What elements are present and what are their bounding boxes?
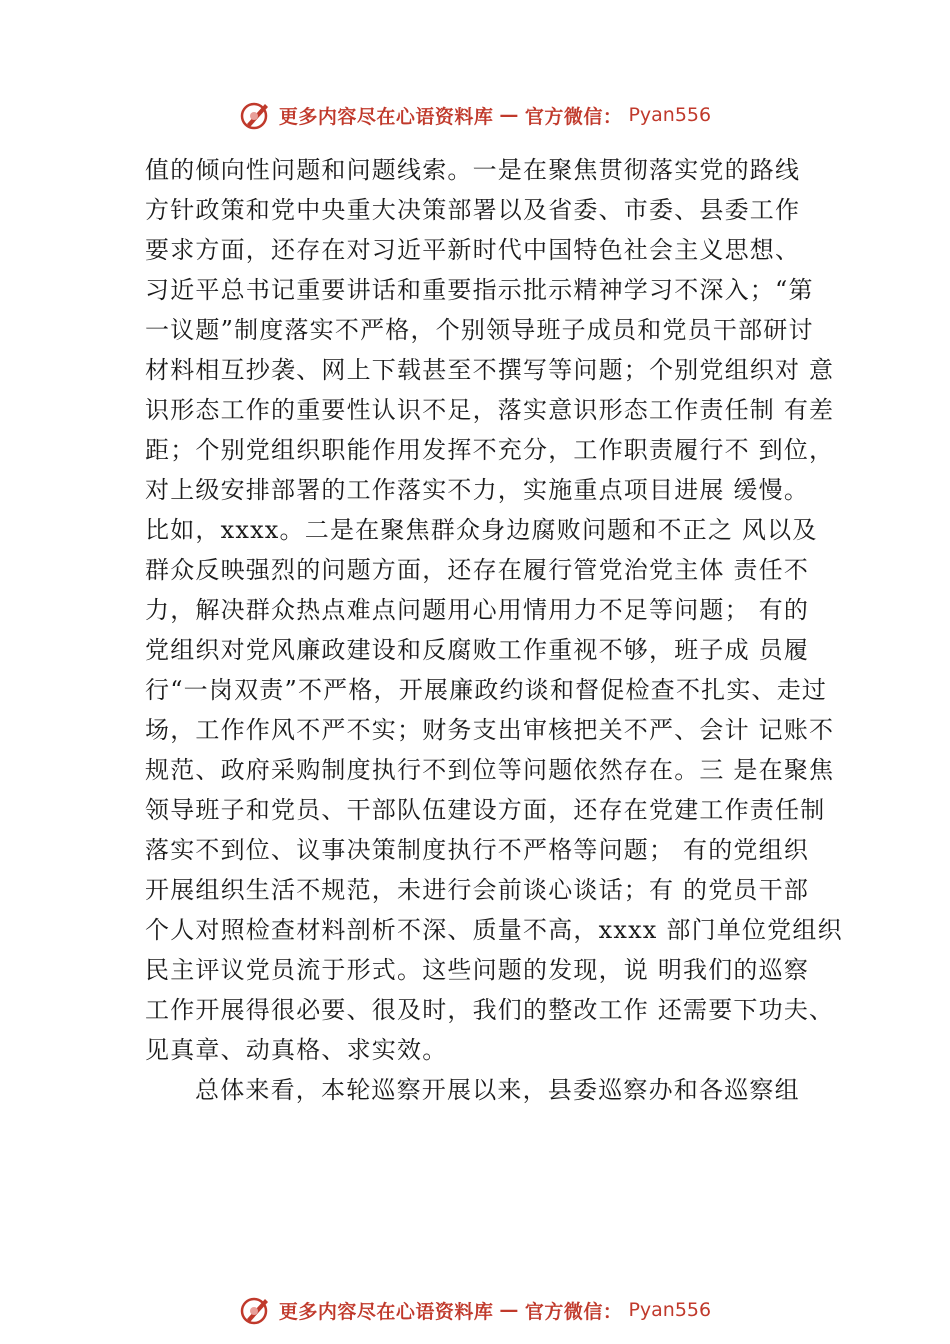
text-line: 方针政策和党中央重大决策部署以及省委、市委、县委工作 <box>145 196 801 224</box>
text-line: 一议题”制度落实不严格，个别领导班子成员和党员干部研讨 <box>145 316 814 344</box>
watermark-separator: — <box>499 104 519 126</box>
paragraph-2 <box>145 1070 835 1110</box>
header-watermark <box>0 95 950 135</box>
pen-logo-icon <box>239 1293 273 1327</box>
document-body <box>145 150 843 1110</box>
text-line: 值的倾向性问题和问题线索。一是在聚焦贯彻落实党的路线 <box>145 156 801 184</box>
text-line: 民主评议党员流于形式。这些问题的发现，说 明我们的巡察 <box>145 956 810 984</box>
watermark-separator: — <box>499 1299 519 1321</box>
text-line: 开展组织生活不规范，未进行会前谈心谈话；有 的党员干部 <box>145 876 810 904</box>
watermark-account: Pyan556 <box>628 104 712 126</box>
text-line: 行“一岗双责”不严格，开展廉政约谈和督促检查不扎实、走过 <box>145 676 828 704</box>
watermark-account: Pyan556 <box>628 1299 712 1321</box>
footer-watermark <box>0 1290 950 1330</box>
text-line: 落实不到位、议事决策制度执行不严格等问题； 有的党组织 <box>145 836 810 864</box>
text-line: 见真章、动真格、求实效。 <box>145 1036 448 1064</box>
watermark-brand: 更多内容尽在心语资料库 <box>278 105 494 128</box>
text-line: 习近平总书记重要讲话和重要指示批示精神学习不深入；“第 <box>145 276 814 304</box>
text-line: 个人对照检查材料剖析不深、质量不高，xxxx 部门单位党组织 <box>145 916 843 944</box>
text-line: 距；个别党组织职能作用发挥不充分，工作职责履行不 到位， <box>145 436 835 464</box>
text-line: 场，工作作风不严不实；财务支出审核把关不严、会计 记账不 <box>145 716 835 744</box>
text-line: 党组织对党风廉政建设和反腐败工作重视不够，班子成 员履 <box>145 636 810 664</box>
text-line: 材料相互抄袭、网上下载甚至不撰写等问题；个别党组织对 意 <box>145 356 835 384</box>
text-line: 识形态工作的重要性认识不足，落实意识形态工作责任制 有差 <box>145 396 835 424</box>
watermark-official: 官方微信： <box>524 1300 623 1323</box>
pen-logo-icon <box>239 98 273 132</box>
text-line: 比如，xxxx。二是在聚焦群众身边腐败问题和不正之 风以及 <box>145 516 818 544</box>
text-line: 群众反映强烈的问题方面，还存在履行管党治党主体 责任不 <box>145 556 810 584</box>
text-line: 工作开展得很必要、很及时，我们的整改工作 还需要下功夫、 <box>145 996 835 1024</box>
text-line: 规范、政府采购制度执行不到位等问题依然存在。三 是在聚焦 <box>145 756 835 784</box>
text-line: 力，解决群众热点难点问题用心用情用力不足等问题； 有的 <box>145 596 810 624</box>
text-line: 要求方面，还存在对习近平新时代中国特色社会主义思想、 <box>145 236 801 264</box>
paragraph-1 <box>145 150 843 1070</box>
text-line: 总体来看，本轮巡察开展以来，县委巡察办和各巡察组 <box>195 1076 800 1104</box>
watermark-brand: 更多内容尽在心语资料库 <box>278 1300 494 1323</box>
watermark-official: 官方微信： <box>524 105 623 128</box>
text-line: 对上级安排部署的工作落实不力，实施重点项目进展 缓慢。 <box>145 476 810 504</box>
text-line: 领导班子和党员、干部队伍建设方面，还存在党建工作责任制 <box>145 796 826 824</box>
